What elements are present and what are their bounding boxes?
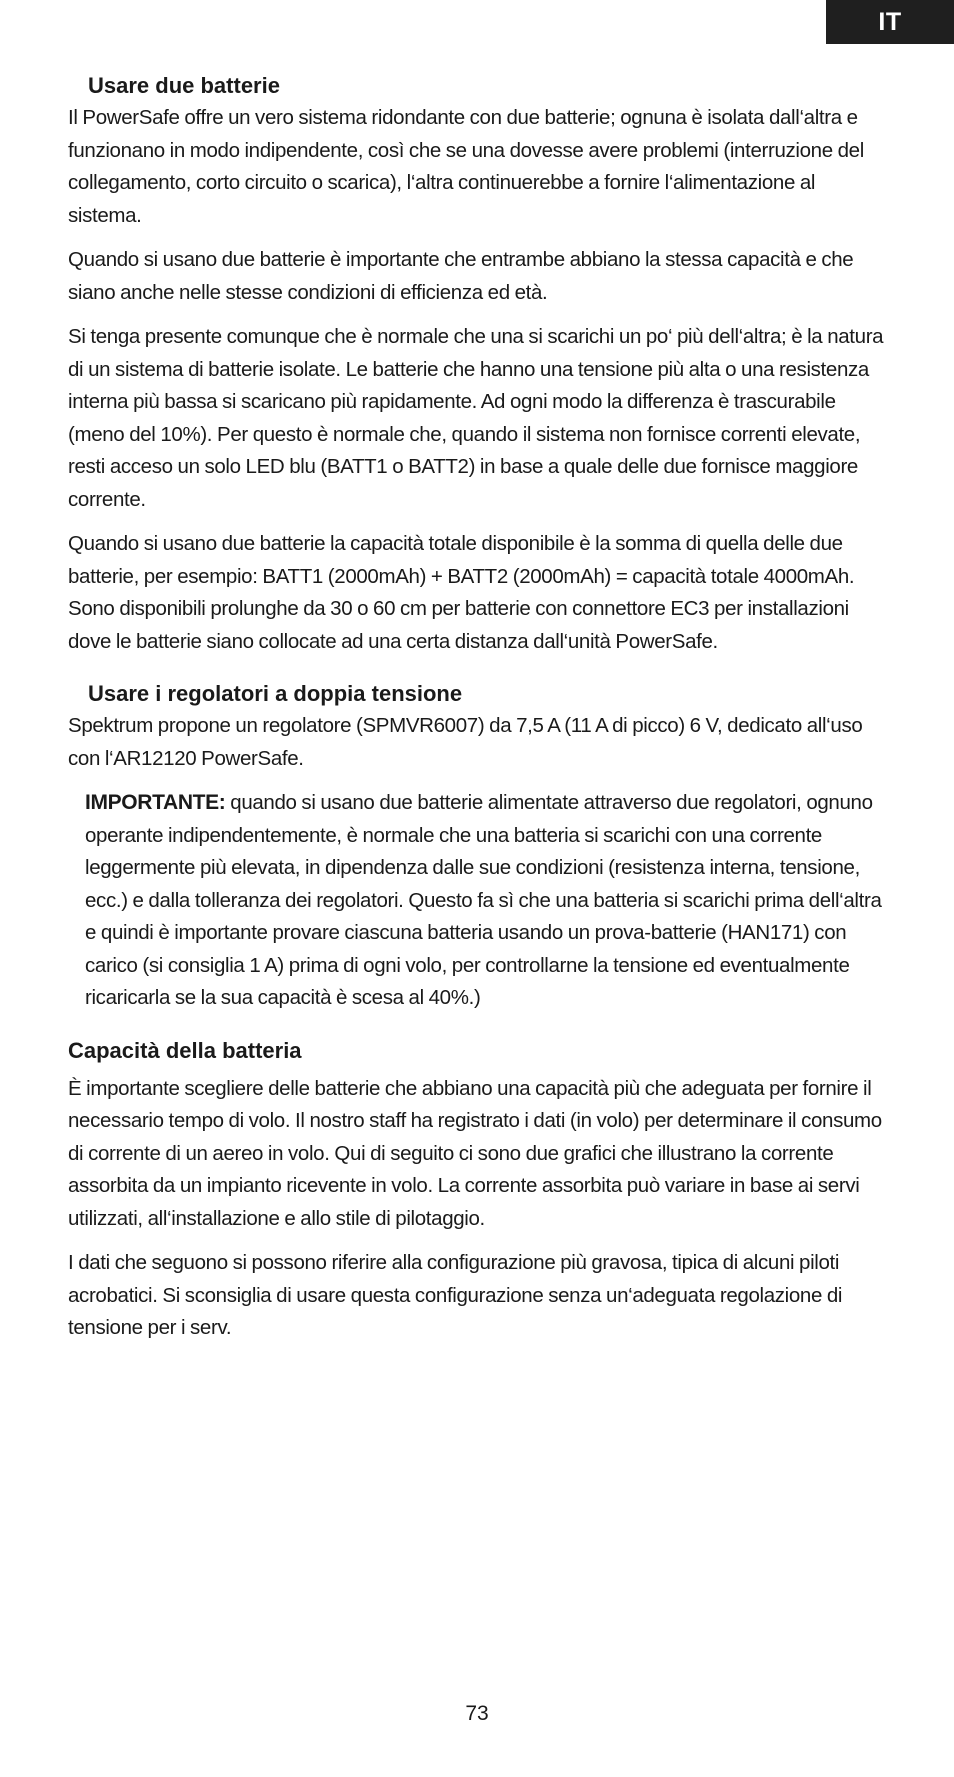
heading-capacita-batteria: Capacità della batteria (68, 1037, 302, 1063)
paragraph-capacita-1: È importante scegliere delle batterie che abbiano una capacità più che adeguata per fornire il necessario tempo di volo. Il nostro staff ha registrato i dati (in volo) per determinare il consumo di corrente di un aereo in volo. Qui di seguito ci sono due grafici che illustrano la corrente assorbita da un impianto ricevente in volo. La corrente assorbita può variare in base ai servi utilizzati, all‘installazione e allo stile di pilotaggio. (68, 1076, 882, 1230)
page-number: 73 (465, 1702, 489, 1725)
paragraph-regolatori-1: Spektrum propone un regolatore (SPMVR6007) da 7,5 A (11 A di picco) 6 V, dedicato all‘uso con l‘AR12120 PowerSafe. (68, 714, 863, 770)
language-tab: IT (826, 0, 954, 44)
page-content (68, 70, 892, 1345)
paragraph-due-batterie-2: Quando si usano due batterie è importante che entrambe abbiano la stessa capacità e che siano anche nelle stesse condizioni di efficienza ed età. (68, 248, 854, 304)
paragraph-due-batterie-3: Si tenga presente comunque che è normale che una si scarichi un po‘ più dell‘altra; è la natura di un sistema di batterie isolate. Le batterie che hanno una tensione più alta o una resistenza interna più bassa si scaricano più rapidamente. Ad ogni modo la differenza è trascurabile (meno del 10%). Per questo è normale che, quando il sistema non fornisce correnti elevate, resti acceso un solo LED blu (BATT1 o BATT2) in base a quale delle due fornisce maggiore corrente. (68, 325, 884, 511)
paragraph-due-batterie-1: Il PowerSafe offre un vero sistema ridondante con due batterie; ognuna è isolata dall‘altra e funzionano in modo indipendente, così che se una dovesse avere problemi (interruzione del collegamento, corto circuito o scarica), l‘altra continuerebbe a fornire l‘alimentazione al sistema. (68, 106, 864, 227)
important-text: quando si usano due batterie alimentate attraverso due regolatori, ognuno operante indipendentemente, è normale che una batteria si scarichi con una corrente leggermente più elevata, in dipendenza dalle sue condizioni (resistenza interna, tensione, ecc.) e dalla tolleranza dei regolatori. Questo fa sì che una batteria si scarichi prima dell‘altra e quindi è importante provare ciascuna batteria usando un prova-batterie (HAN171) con carico (si consiglia 1 A) prima di ogni volo, per controllarne la tensione ed eventualmente ricaricarla se la sua capacità è scesa al 40%.) (85, 791, 882, 1009)
important-label: IMPORTANTE: (85, 791, 226, 814)
paragraph-capacita-2: I dati che seguono si possono riferire alla configurazione più gravosa, tipica di alcuni piloti acrobatici. Si sconsiglia di usare questa configurazione senza un‘adeguata regolazione di tensione per i serv. (68, 1251, 843, 1339)
heading-regolatori: Usare i regolatori a doppia tensione (88, 681, 463, 706)
paragraph-due-batterie-4: Quando si usano due batterie la capacità totale disponibile è la somma di quella delle due batterie, per esempio: BATT1 (2000mAh) + BATT2 (2000mAh) = capacità totale 4000mAh. Sono disponibili prolunghe da 30 o 60 cm per batterie con connettore EC3 per installazioni dove le batterie siano collocate ad una certa distanza dall‘unità PowerSafe. (68, 532, 855, 653)
heading-usare-due-batterie: Usare due batterie (88, 73, 280, 98)
important-note (68, 787, 892, 1015)
